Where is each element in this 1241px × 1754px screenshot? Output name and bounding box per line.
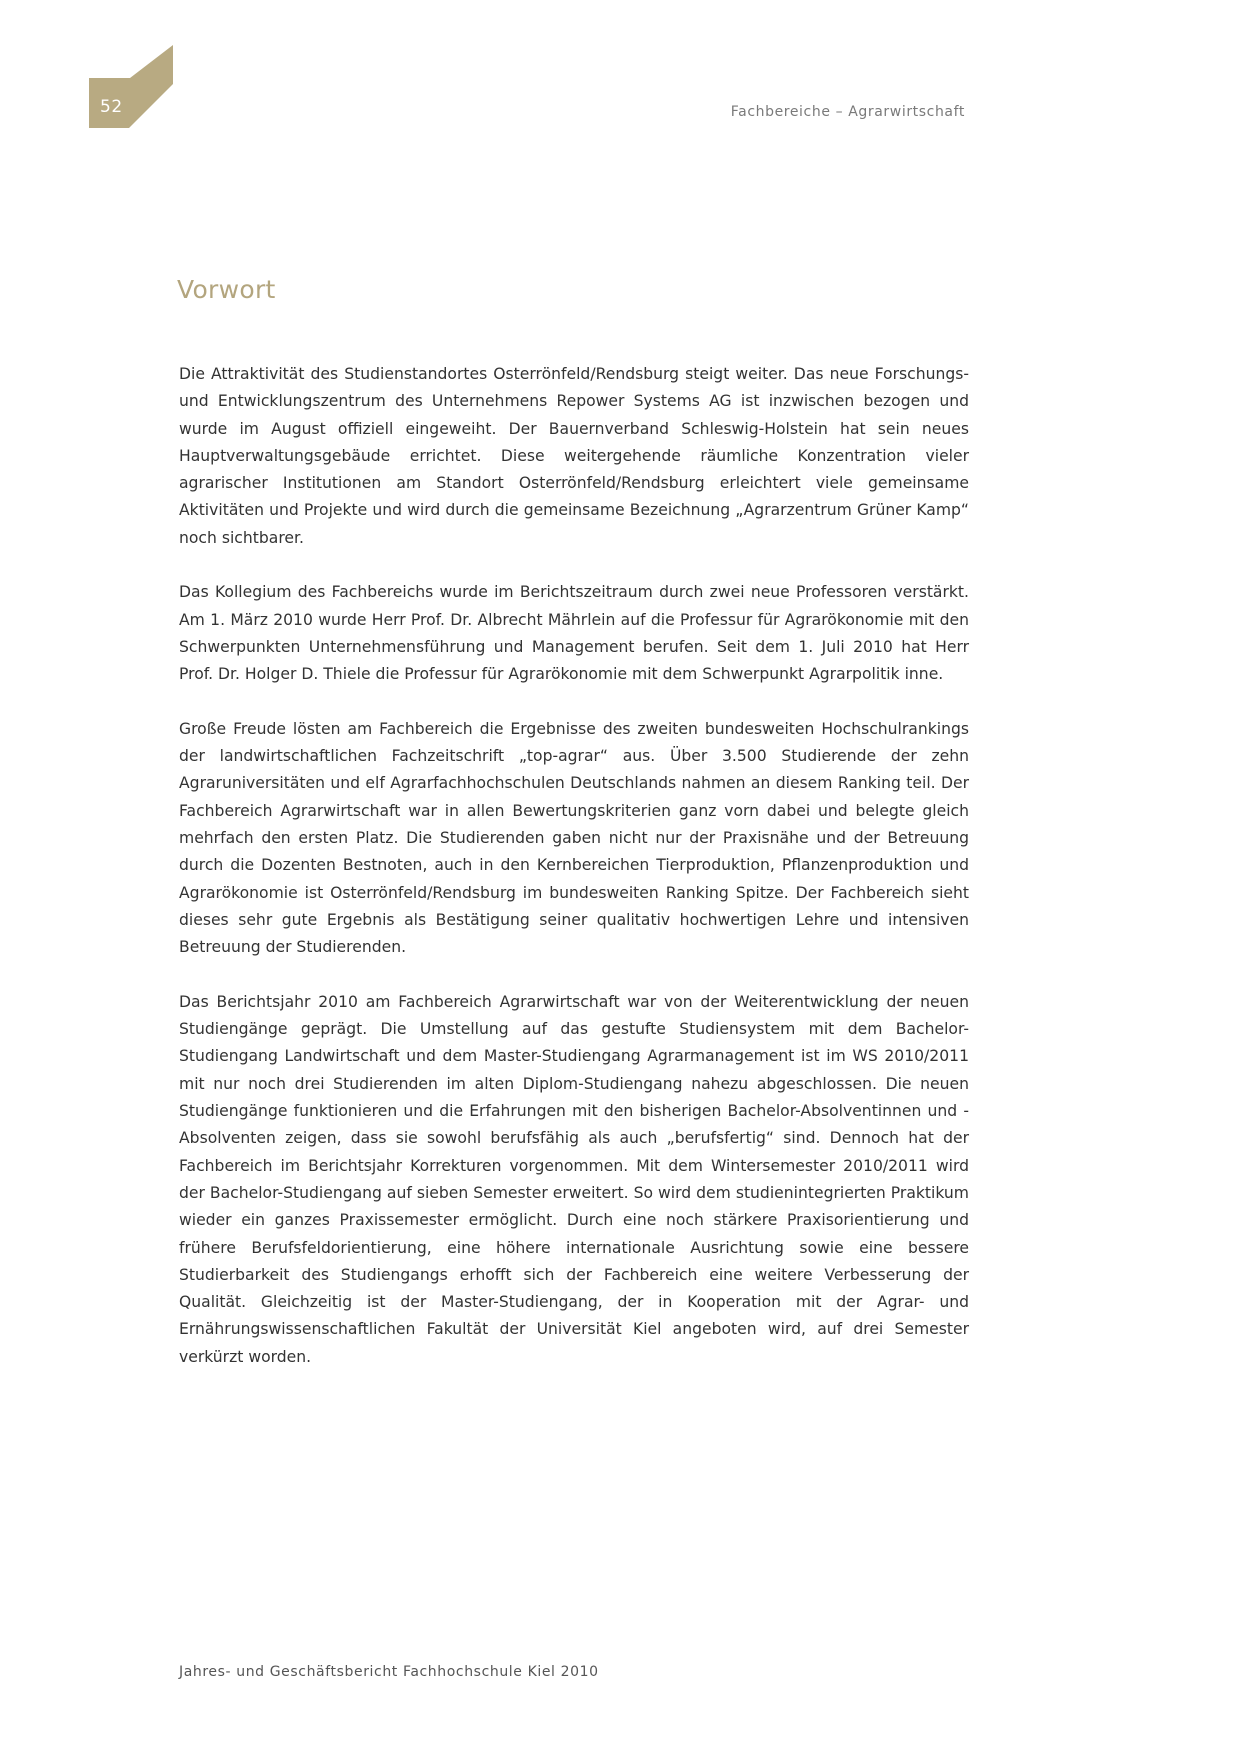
running-header: Fachbereiche – Agrarwirtschaft [730,104,965,120]
body-text [179,361,969,1398]
section-title: Vorwort [177,275,276,304]
page-number: 52 [100,97,123,117]
paragraph: Die Attraktivität des Studienstandortes Osterrönfeld/Rendsburg steigt weiter. Das neue Forschungs- und Entwicklungszentrum des Unternehmens Repower Systems AG ist inzwischen bezogen und wurde im August offiziell eingeweiht. Der Bauernverband Schleswig-Holstein hat sein neues Hauptverwaltungsgebäude errichtet. Diese weitergehende räumliche Konzentration vieler agrarischer Institutionen am Standort Osterrönfeld/Rendsburg erleichtert viele gemeinsame Aktivitäten und Projekte und wird durch die gemeinsame Bezeichnung „Agrarzentrum Grüner Kamp“ noch sichtbarer. [179,365,969,547]
paragraph: Große Freude lösten am Fachbereich die Ergebnisse des zweiten bundesweiten Hochschulrankings der landwirtschaftlichen Fachzeitschrift „top-agrar“ aus. Über 3.500 Studierende der zehn Agraruniversitäten und elf Agrarfachhochschulen Deutschlands nahmen an diesem Ranking teil. Der Fachbereich Agrarwirtschaft war in allen Bewertungskriterien ganz vorn dabei und belegte gleich mehrfach den ersten Platz. Die Studierenden gaben nicht nur der Praxisnähe und der Betreuung durch die Dozenten Bestnoten, auch in den Kernbereichen Tierproduktion, Pflanzenproduktion und Agrarökonomie ist Osterrönfeld/Rendsburg im bundesweiten Ranking Spitze. Der Fachbereich sieht dieses sehr gute Ergebnis als Bestätigung seiner qualitativ hochwertigen Lehre und intensiven Betreuung der Studierenden. [179,719,969,957]
paragraph: Das Berichtsjahr 2010 am Fachbereich Agrarwirtschaft war von der Weiterentwicklung der neuen Studiengänge geprägt. Die Umstellung auf das gestufte Studiensystem mit dem Bachelor-Studiengang Landwirtschaft und dem Master-Studiengang Agrarmanagement ist im WS 2010/2011 mit nur noch drei Studierenden im alten Diplom-Studiengang nahezu abgeschlossen. Die neuen Studiengänge funktionieren und die Erfahrungen mit den bisherigen Bachelor-Absolventinnen und -Absolventen zeigen, dass sie sowohl berufsfähig als auch „berufsfertig“ sind. Dennoch hat der Fachbereich im Berichtsjahr Korrekturen vorgenommen. Mit dem Wintersemester 2010/2011 wird der Bachelor-Studiengang auf sieben Semester erweitert. So wird dem studienintegrierten Praktikum wieder ein ganzes Praxissemester ermöglicht. Durch eine noch stärkere Praxisorientierung und frühere Berufsfeldorientierung, eine höhere internationale Ausrichtung sowie eine bessere Studierbarkeit des Studiengangs erhofft sich der Fachbereich eine weitere Verbesserung der Qualität. Gleichzeitig ist der Master-Studiengang, der in Kooperation mit der Agrar- und Ernährungswissenschaftlichen Fakultät der Universität Kiel angeboten wird, auf drei Semester verkürzt worden. [179,992,969,1366]
page-footer: Jahres- und Geschäftsbericht Fachhochschule Kiel 2010 [179,1664,599,1680]
paragraph: Das Kollegium des Fachbereichs wurde im Berichtszeitraum durch zwei neue Professoren verstärkt. Am 1. März 2010 wurde Herr Prof. Dr. Albrecht Mährlein auf die Professur für Agrarökonomie mit den Schwerpunkten Unternehmensführung und Management berufen. Seit dem 1. Juli 2010 hat Herr Prof. Dr. Holger D. Thiele die Professur für Agrarökonomie mit dem Schwerpunkt Agrarpolitik inne. [179,583,969,684]
